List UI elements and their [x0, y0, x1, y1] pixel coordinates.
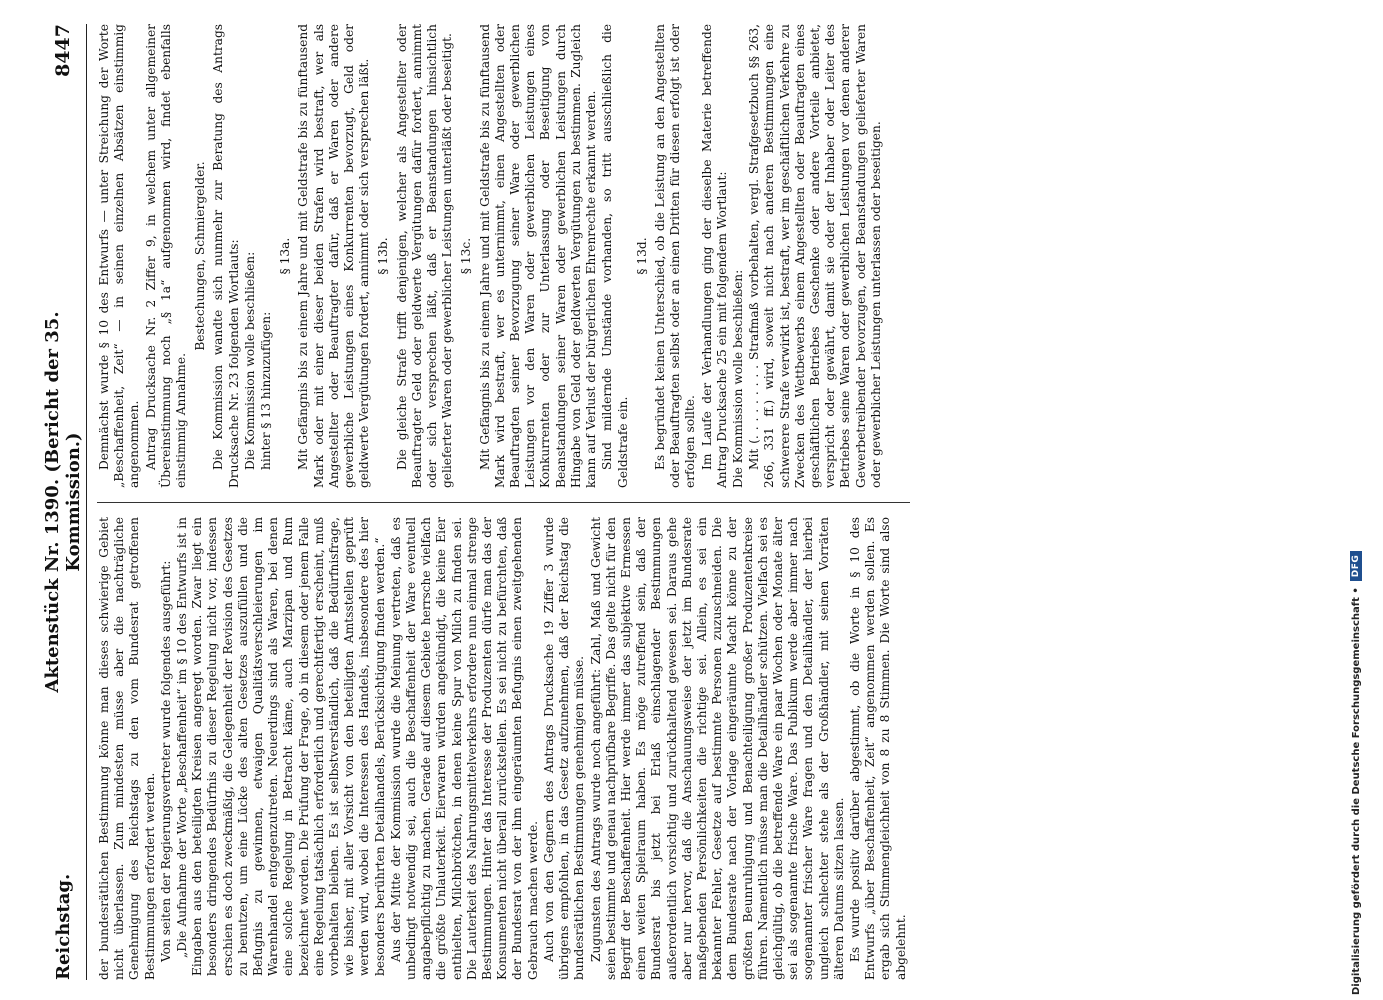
section-heading: Bestechungen, Schmiergelder.	[193, 161, 208, 351]
section-heading: § 13b.	[376, 237, 391, 275]
paragraph: Im Laufe der Verhandlungen ging der dieselbe Materie betreffende Antrag Drucksache 25 ein mit folgendem Wortlaut:	[699, 24, 729, 488]
paragraph: Es wurde positiv darüber abgestimmt, ob die Worte in § 10 des Entwurfs „über Beschaffenheit, Zeit“ angenommen werden sollen. Es ergab sich Stimmengleichheit von 8 zu 8 Stimmen. Die Worte sind also abgelehnt.	[847, 517, 908, 980]
paragraph: Mit (. . . . . . . . . Strafmaß vorbehalten, vergl. Strafgesetzbuch §§ 263, 266, 331 ff.) wird, soweit nicht nach anderen Bestimmungen eine schwerere Strafe verwirkt ist, bestraft, wer im geschäftlichen Verkehre zu Zwecken des Wettbewerbs einem Angestellten oder Beauftragten eines geschäftlichen Betriebes Geschenke oder andere Vorteile anbietet, verspricht oder gewährt, damit sie oder der Inhaber oder Leiter des Betriebes seine Waren oder gewerblichen Leistungen vor denen anderer Gewerbetreibender bevorzugen, oder Beanstandungen gelieferter Waren oder gewerblicher Leistungen unterlassen oder beseitigen.	[747, 24, 883, 488]
paragraph: Die Kommission wolle beschließen:	[730, 269, 745, 488]
page-header	[40, 24, 87, 980]
section-heading: § 13d.	[634, 237, 649, 275]
paragraph: hinter § 13 hinzuzufügen:	[259, 311, 274, 470]
paragraph: Antrag Drucksache Nr. 2 Ziffer 9, in welchem unter allgemeiner Übereinstimmung noch „§ 1a“ aufgenommen wird, findet ebenfalls einstimmig Annahme.	[143, 24, 189, 488]
paragraph: „Die Aufnahme der Worte „Beschaffenheit“ im § 10 des Entwurfs ist in Eingaben aus den beteiligten Kreisen angeregt worden. Zwar liegt ein besonders dringendes Bedürfnis zu dieser Regelung nicht vor, indessen erschien es doch zweckmäßig, die Gelegenheit der Revision des Gesetzes zu benutzen, um eine Lücke des alten Gesetzes auszufüllen und die Befugnis zu gewinnen, etwaigen Qualitätsverschleierungen im Warenhandel entgegenzutreten. Neuerdings sind als Waren, bei denen eine solche Regelung in Betracht käme, auch Marzipan und Rum bezeichnet worden. Die Prüfung der Frage, ob in diesem oder jenem Falle eine Regelung tatsächlich erforderlich und gerechtfertigt erscheint, muß vorbehalten bleiben. Es ist selbstverständlich, daß die Bedürfnisfrage, wie bisher, mit aller Vorsicht von den beteiligten Amtsstellen geprüft werden wird, wobei die Interessen des Handels, insbesondere des hier besonders berührten Detailhandels, Berücksichtigung finden werden.“	[175, 517, 387, 976]
paragraph: Die Kommission wandte sich nunmehr zur Beratung des Antrags Drucksache Nr. 23 folgenden Wortlauts:	[211, 24, 241, 488]
right-column	[97, 24, 910, 502]
paragraph: Mit Gefängnis bis zu einem Jahre und mit Geldstrafe bis zu fünftausend Mark wird bestraft, wer es unternimmt, einen Angestellten oder Beauftragten seiner Bevorzugung seiner Ware oder gewerblichen Leistungen vor den Waren oder gewerblichen Leistungen eines Konkurrenten oder zur Unterlassung oder Beseitigung von Beanstandungen seiner Waren oder gewerblichen Leistungen durch Hingabe von Geld oder geldwerten Vergütungen zu bestimmen. Zugleich kann auf Verlust der bürgerlichen Ehrenrechte erkannt werden.	[477, 24, 599, 488]
section-heading: § 13c.	[459, 237, 474, 275]
dfg-logo-icon: DFG	[1350, 551, 1362, 582]
paragraph: Demnächst wurde § 10 des Entwurfs — unter Streichung der Worte „Beschaffenheit, Zeit“ — in seinen einzelnen Absätzen einstimmig angenommen.	[97, 24, 142, 488]
paragraph: Es begründet keinen Unterschied, ob die Leistung an den Angestellten oder Beauftragten selbst oder an einen Dritten für diesen erfolgt ist oder erfolgen sollte.	[652, 24, 698, 488]
section-heading: § 13a.	[278, 237, 293, 275]
header-left: Reichstag.	[52, 873, 74, 980]
paragraph: Zugunsten des Antrags wurde noch angeführt: Zahl, Maß und Gewicht seien bestimmte und genau nachprüfbare Begriffe. Das gelte nicht für den Begriff der Beschaffenheit. Hier werde immer das subjektive Ermessen einen weiten Spielraum haben. Es möge zutreffend sein, daß der Bundesrat bis jetzt bei Erlaß einschlagender Bestimmungen außerordentlich vorsichtig und zurückhaltend gewesen sei. Daraus gehe aber nur hervor, daß die Anschauungsweise der jetzt im Bundesrate maßgebenden Persönlichkeiten die richtige sei. Allein, es sei ein bekannter Fehler, Gesetze auf bestimmte Personen zuzuschneiden. Die dem Bundesrate nach der Vorlage eingeräumte Macht könne zu der größten Beunruhigung und Benachteiligung großer Produzentenkreise führen. Namentlich müsse man die Detailhändler schützen. Vielfach sei es gleichgültig, ob die betreffende Ware ein paar Wochen oder Monate älter sei als sogenannte frische Ware. Das Publikum werde aber immer nach sogenannter frischer Ware fragen und den Detailhändler, der hierbei ungleich schlechter stehe als der Großhändler, mit seinen Vorräten älteren Datums sitzen lassen.	[588, 517, 846, 980]
paragraph: Aus der Mitte der Kommission wurde die Meinung vertreten, daß es unbedingt notwendig sei, auch die Beschaffenheit der Ware eventuell angabepflichtig zu machen. Gerade auf diesem Gebiete herrsche vielfach die größte Unlauterkeit. Eierwaren würden angekündigt, die keine Eier enthielten, Milchbrötchen, in denen keine Spur von Milch zu finden sei. Die Lauterkeit des Nahrungsmittelverkehrs erfordere nun einmal strenge Bestimmungen. Hinter das Interesse der Produzenten dürfe man das der Konsumenten nicht überall zurückstellen. Es sei nicht zu befürchten, daß der Bundesrat von der ihm eingeräumten Befugnis einen zweitgehenden Gebrauch machen werde.	[388, 517, 540, 980]
page-number: 8447	[52, 24, 74, 77]
attribution-strip	[1350, 5, 1362, 995]
document-page	[40, 0, 1330, 1000]
paragraph: Mit Gefängnis bis zu einem Jahre und mit Geldstrafe bis zu fünftausend Mark oder mit einer dieser beiden Strafen wird bestraft, wer als Angestellter oder Beauftragter dafür, daß er Waren oder andere gewerbliche Leistungen eines Konkurrenten bevorzugt, Geld oder geldwerte Vergütungen fordert, annimmt oder sich versprechen läßt.	[296, 24, 372, 488]
header-title: Aktenstück Nr. 1390. (Bericht der 35. Kommission.)	[42, 311, 84, 693]
paragraph: Sind mildernde Umstände vorhanden, so tritt ausschließlich die Geldstrafe ein.	[600, 24, 630, 488]
left-column	[97, 502, 910, 980]
text-columns	[97, 24, 910, 980]
attribution-text: Digitalisierung gefördert durch die Deutsche Forschungsgemeinschaft •	[1350, 587, 1362, 995]
paragraph: Von seiten der Regierungsvertreter wurde folgendes ausgeführt:	[158, 560, 173, 962]
paragraph: Die Kommission wolle beschließen:	[242, 251, 257, 470]
paragraph: der bundesrätlichen Bestimmung könne man dieses schwierige Gebiet nicht überlassen. Zum mindesten müsse aber die nachträgliche Genehmigung des Reichstags zu den vom Bundesrat getroffenen Bestimmungen erfordert werden.	[97, 517, 157, 980]
paragraph: Die gleiche Strafe trifft denjenigen, welcher als Angestellter oder Beauftragter Geld oder geldwerte Vergütungen dafür fordert, annimmt oder sich versprechen läßt, daß er Beanstandungen hinsichtlich gelieferter Waren oder gewerblicher Leistungen unterläßt oder beseitigt.	[394, 24, 455, 488]
paragraph: Auch von den Gegnern des Antrags Drucksache 19 Ziffer 3 wurde übrigens empfohlen, in das Gesetz aufzunehmen, daß der Reichstag die bundesrätlichen Bestimmungen genehmigen müsse.	[541, 517, 587, 980]
